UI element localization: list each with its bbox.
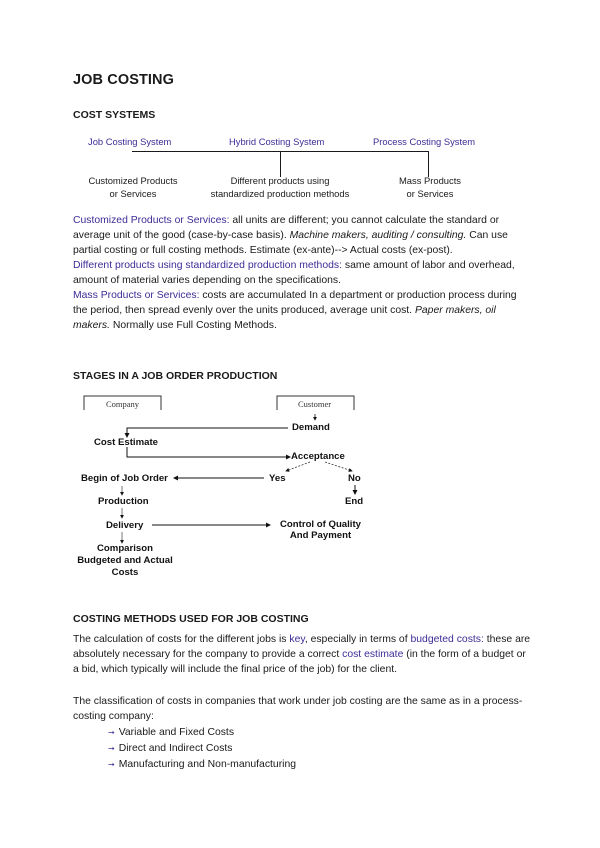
node-line: or Services xyxy=(406,188,454,199)
methods-paragraph-1 xyxy=(73,632,533,677)
budgeted-costs-term: budgeted costs: xyxy=(410,634,484,645)
no-node: No xyxy=(348,473,361,484)
company-label: Company xyxy=(106,399,140,409)
node-line: Control of Quality xyxy=(280,519,362,530)
yes-node: Yes xyxy=(269,473,286,484)
examples: Machine makers, auditing / consulting. xyxy=(289,230,467,241)
node-line: Comparison xyxy=(97,543,153,554)
key-term: key xyxy=(289,634,305,645)
text: costs are accumulated In a department or production process during the period, then spread evenly over the units produced, average unit cost. xyxy=(73,290,517,316)
list-item xyxy=(108,725,296,741)
control-node xyxy=(280,519,361,541)
methods-paragraph-2: The classification of costs in companies that work under job costing are the same as in a process-costing company: xyxy=(73,696,523,722)
page-title: JOB COSTING xyxy=(73,72,174,88)
text: same amount of labor and overhead, amount of material varies depending on the specifications. xyxy=(73,260,515,286)
production-node: Production xyxy=(98,496,149,507)
node-line: Costs xyxy=(111,567,139,578)
text: (in the form of a budget or a bid, which typically will include the final price of the job) for the client. xyxy=(73,649,526,675)
job-costing-system-label: Job Costing System xyxy=(88,136,172,147)
list-item-text: Variable and Fixed Costs xyxy=(118,727,235,738)
node-line: standardized production methods xyxy=(210,188,350,199)
delivery-node: Delivery xyxy=(106,520,144,531)
customized-label: Customized Products or Services: xyxy=(73,215,230,226)
customer-label: Customer xyxy=(298,399,332,409)
end-node: End xyxy=(345,496,364,507)
hybrid-costing-system-label: Hybrid Costing System xyxy=(229,136,325,147)
process-costing-system-label: Process Costing System xyxy=(373,136,476,147)
text: Can use partial costing or full costing methods. Estimate (ex-ante)--> Actual costs (ex-post). xyxy=(73,230,508,256)
begin-job-order-node: Begin of Job Order xyxy=(81,473,168,484)
arrow-bullet-icon: ➞ xyxy=(108,744,115,753)
node-line: Different products using xyxy=(230,175,330,186)
list-item xyxy=(108,757,296,773)
text: these are absolutely necessary for the company to provide a correct xyxy=(73,634,531,660)
cost-classification-list xyxy=(108,725,296,773)
node-line: Budgeted and Actual xyxy=(77,555,173,566)
text: all units are different; you cannot calculate the standard or average unit of the good (case-by-case basis). xyxy=(73,215,500,241)
cost-estimate-term: cost estimate xyxy=(342,649,404,660)
node-line: Customized Products xyxy=(88,175,178,186)
node-line: And Payment xyxy=(289,530,352,541)
examples: Paper makers, oil makers. xyxy=(73,305,496,331)
methods-heading: COSTING METHODS USED FOR JOB COSTING xyxy=(73,613,309,625)
list-item xyxy=(108,741,296,757)
mass-products-label: Mass Products or Services: xyxy=(73,290,200,301)
different-products-label: Different products using standardized production methods: xyxy=(73,260,342,271)
node-line: or Services xyxy=(109,188,157,199)
text: , especially in terms of xyxy=(304,634,411,645)
stages-heading: STAGES IN A JOB ORDER PRODUCTION xyxy=(73,370,278,382)
cost-systems-heading: COST SYSTEMS xyxy=(73,109,156,121)
demand-node: Demand xyxy=(292,422,330,433)
list-item-text: Manufacturing and Non-manufacturing xyxy=(118,759,297,770)
acceptance-node: Acceptance xyxy=(291,451,345,462)
cost-estimate-node: Cost Estimate xyxy=(94,437,158,448)
text: The calculation of costs for the different jobs is xyxy=(73,634,290,645)
list-item-text: Direct and Indirect Costs xyxy=(118,743,233,754)
arrow-bullet-icon: ➞ xyxy=(108,760,115,769)
node-line: Mass Products xyxy=(399,175,461,186)
comparison-node xyxy=(75,543,175,579)
text: Normally use Full Costing Methods. xyxy=(109,320,277,331)
arrow-bullet-icon: ➞ xyxy=(108,728,115,737)
